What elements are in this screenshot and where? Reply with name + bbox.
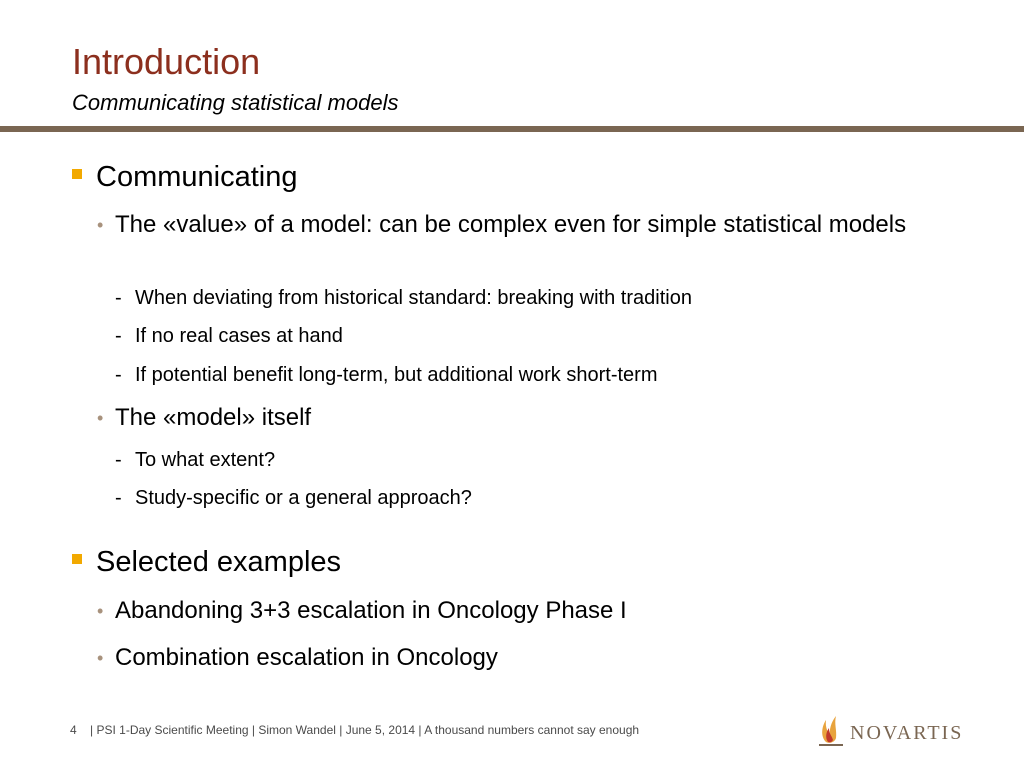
novartis-flame-icon [816,712,846,748]
dash-bullet-icon: - [115,287,122,309]
dot-bullet-icon: • [97,601,104,621]
dash-bullet-icon: - [115,449,122,471]
bullet-item-text: The «model» itself [115,404,312,431]
sub-bullet-text: To what extent? [135,449,276,471]
section-heading-text: Selected examples [96,546,342,578]
dot-bullet-icon: • [97,648,104,668]
dash-bullet-icon: - [115,364,122,386]
dot-bullet-icon: • [97,408,104,428]
dot-bullet-icon: • [97,215,104,235]
square-bullet-icon [72,554,82,564]
logo-wordmark: NOVARTIS [850,722,964,744]
bullet-item-text: Combination escalation in Oncology [115,644,498,671]
dash-bullet-icon: - [115,487,122,509]
slide-title: Introduction [72,41,261,82]
slide-footer [70,722,639,738]
slide-subtitle: Communicating statistical models [72,90,399,115]
sub-bullet-text: If potential benefit long-term, but additional work short-term [135,364,658,386]
sub-bullet-text: If no real cases at hand [135,325,343,347]
page-number: 4 [70,723,77,737]
bullet-item-text: The «value» of a model: can be complex even for simple statistical models [115,211,907,238]
section-heading-text: Communicating [96,161,298,193]
sub-bullet-text: Study-specific or a general approach? [135,487,472,509]
dash-bullet-icon: - [115,325,122,347]
footer-text: | PSI 1-Day Scientific Meeting | Simon Wandel | June 5, 2014 | A thousand numbers cannot say enough [90,723,640,737]
bullet-item-text: Abandoning 3+3 escalation in Oncology Phase I [115,597,627,624]
title-divider [0,126,1024,132]
sub-bullet-text: When deviating from historical standard: breaking with tradition [135,287,692,309]
square-bullet-icon [72,169,82,179]
novartis-logo [816,712,966,748]
